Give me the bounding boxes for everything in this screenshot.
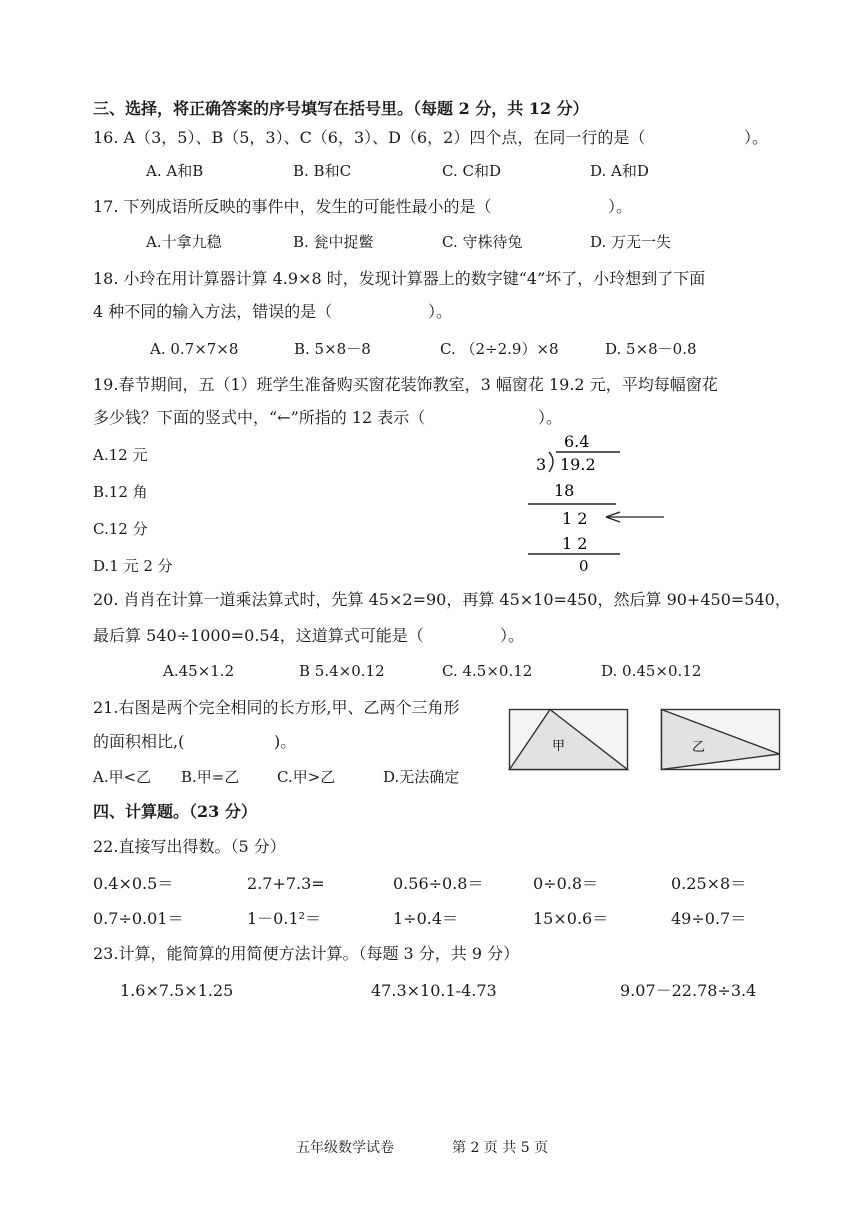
q20-end: ）。 <box>500 626 525 645</box>
q19-line1: 19.春节期间，五（1）班学生准备购买窗花装饰教室，3 幅窗花 19.2 元，平均每幅窗花 <box>93 375 718 394</box>
rectangle-triangle-b <box>660 708 782 772</box>
q19-option-b: B.12 角 <box>93 483 148 501</box>
q18-option-c: C. （2÷2.9）×8 <box>440 340 559 358</box>
division-step2: 1 2 <box>562 509 588 528</box>
calc-item: 0.56÷0.8＝ <box>393 874 484 893</box>
q21-option-a: A.甲<乙 <box>93 768 152 786</box>
calc-item: 2.7+7.3= <box>247 874 325 893</box>
q17-option-a: A.十拿九稳 <box>146 233 222 251</box>
q16-option-a: A. A和B <box>146 162 204 180</box>
q17-stem: 17. 下列成语所反映的事件中，发生的可能性最小的是（ <box>93 197 492 216</box>
long-division-figure <box>520 428 680 580</box>
q23-item: 47.3×10.1-4.73 <box>371 981 497 1000</box>
q20-option-d: D. 0.45×0.12 <box>601 662 702 680</box>
q19-end: ）。 <box>538 408 563 427</box>
footer-page-number: 第 2 页 共 5 页 <box>452 1140 549 1156</box>
calc-item: 0.7÷0.01＝ <box>93 909 184 928</box>
triangle-label-jia: 甲 <box>552 739 566 754</box>
q23-item: 1.6×7.5×1.25 <box>120 981 234 1000</box>
q21-option-d: D.无法确定 <box>383 768 460 786</box>
q21-end: )。 <box>274 732 297 751</box>
division-quotient: 6.4 <box>564 432 590 451</box>
q21-option-b: B.甲=乙 <box>181 768 240 786</box>
q16-end: ）。 <box>744 128 769 147</box>
section-3-heading: 三、选择，将正确答案的序号填写在括号里。（每题 2 分，共 12 分） <box>93 99 589 118</box>
q18-line2: 4 种不同的输入方法，错误的是（ <box>93 302 333 321</box>
q21-line1: 21.右图是两个完全相同的长方形,甲、乙两个三角形 <box>93 698 460 717</box>
q18-line1: 18. 小玲在用计算器计算 4.9×8 时，发现计算器上的数字键“4”坏了，小玲想到了下面 <box>93 269 706 288</box>
q18-end: ）。 <box>428 302 453 321</box>
q23-stem: 23.计算，能简算的用简便方法计算。（每题 3 分，共 9 分） <box>93 944 520 963</box>
q17-option-d: D. 万无一失 <box>590 233 672 251</box>
q18-option-d: D. 5×8－0.8 <box>605 340 697 358</box>
q16-option-d: D. A和D <box>590 162 649 180</box>
division-step1: 18 <box>554 481 575 500</box>
q18-option-a: A. 0.7×7×8 <box>150 340 239 358</box>
calc-item: 0÷0.8＝ <box>533 874 599 893</box>
q20-option-b: B 5.4×0.12 <box>299 662 385 680</box>
q20-option-a: A.45×1.2 <box>163 662 235 680</box>
division-dividend: 19.2 <box>560 455 596 474</box>
division-divisor: 3 <box>536 455 547 474</box>
section-4-heading: 四、计算题。（23 分） <box>93 802 257 821</box>
q19-option-c: C.12 分 <box>93 520 148 538</box>
division-remainder: 0 <box>579 557 589 575</box>
q17-option-b: B. 瓮中捉鳖 <box>293 233 374 251</box>
q16-option-b: B. B和C <box>293 162 352 180</box>
q20-line2: 最后算 540÷1000=0.54，这道算式可能是（ <box>93 626 424 645</box>
calc-item: 15×0.6＝ <box>533 909 609 928</box>
footer-exam-title: 五年级数学试卷 <box>296 1140 394 1156</box>
q18-option-b: B. 5×8－8 <box>294 340 371 358</box>
q22-stem: 22.直接写出得数。（5 分） <box>93 837 286 856</box>
calc-item: 49÷0.7＝ <box>671 909 747 928</box>
q16-stem: 16. A（3，5）、B（5，3）、C（6，3）、D（6，2）四个点，在同一行的是（ <box>93 128 646 147</box>
division-bracket <box>549 452 553 472</box>
q21-line2: 的面积相比,( <box>93 732 185 751</box>
calc-item: 1÷0.4＝ <box>393 909 459 928</box>
calc-item: 1－0.1²＝ <box>247 909 322 928</box>
q19-line2: 多少钱？下面的竖式中，“←”所指的 12 表示（ <box>93 408 426 427</box>
rectangle-triangle-a <box>508 708 630 772</box>
q23-item: 9.07－22.78÷3.4 <box>620 981 757 1000</box>
triangle-label-yi: 乙 <box>692 740 706 755</box>
q19-option-a: A.12 元 <box>93 446 148 464</box>
q21-option-c: C.甲>乙 <box>277 768 336 786</box>
q20-line1: 20. 肖肖在计算一道乘法算式时，先算 45×2=90，再算 45×10=450，然后算 90+450=540， <box>93 590 791 609</box>
calc-item: 0.25×8＝ <box>671 874 747 893</box>
q20-option-c: C. 4.5×0.12 <box>442 662 533 680</box>
q17-end: ）。 <box>608 197 633 216</box>
q16-option-c: C. C和D <box>442 162 501 180</box>
q17-option-c: C. 守株待兔 <box>442 233 523 251</box>
calc-item: 0.4×0.5＝ <box>93 874 174 893</box>
division-step3: 1 2 <box>562 534 588 553</box>
q19-option-d: D.1 元 2 分 <box>93 557 173 575</box>
